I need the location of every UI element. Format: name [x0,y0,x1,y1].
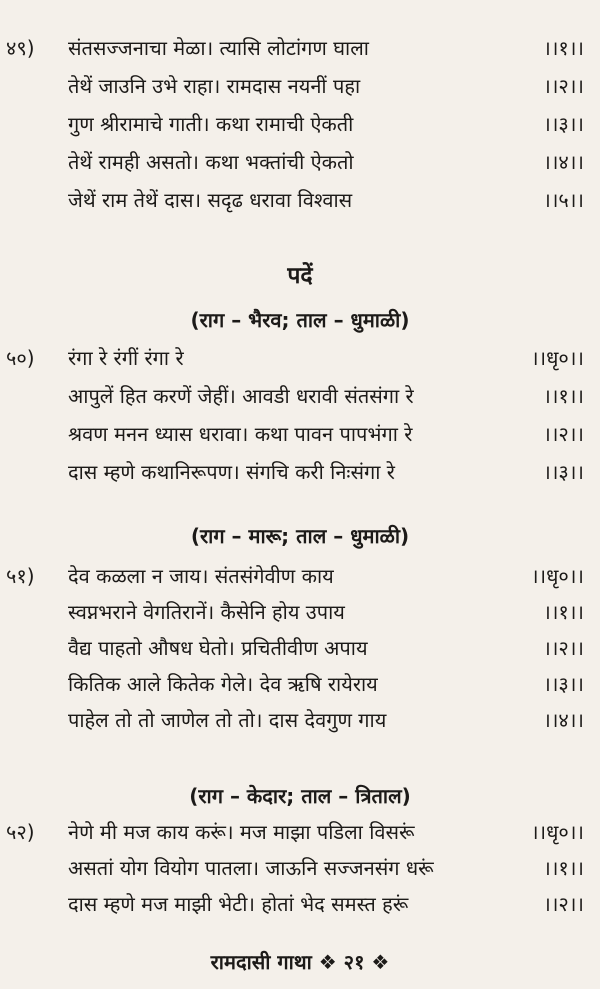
verse-ref: ।।१।। [543,856,584,880]
verse-text: संतसज्जनाचा मेळा। त्यासि लोटांगण घाला [68,36,369,60]
raga-label: (राग – भैरव; ताल – धुमाळी) [190,308,410,332]
verse-text: दास म्हणे कथानिरूपण। संगचि करी निःसंगा रे [68,460,395,484]
raga-label: (राग – मारू; ताल – धुमाळी) [190,524,410,548]
verse-line [0,106,600,142]
verse-ref: ।।५।। [543,188,584,212]
verse-text: कितिक आले कितेक गेले। देव ऋषि रायेराय [68,672,378,696]
verse-line [0,886,600,922]
verse-ref: ।।२।। [543,892,584,916]
verse-line [0,702,600,738]
verse-text: पाहेल तो तो जाणेल तो तो। दास देवगुण गाय [68,708,387,732]
verse-ref: ।।३।। [543,112,584,136]
verse-number: ४९) [6,36,35,60]
verse-ref: ।।४।। [543,708,584,732]
verse-line [0,630,600,666]
verse-text: श्रवण मनन ध्यास धरावा। कथा पावन पापभंगा रे [68,422,413,446]
verse-ref: ।।३।। [543,672,584,696]
verse-ref: ।।धृ०।। [530,820,584,844]
verse-text: रंगा रे रंगीं रंगा रे [68,346,184,370]
verse-line [0,814,600,850]
verse-text: वैद्य पाहतो औषध घेतो। प्रचितीवीण अपाय [68,636,368,660]
verse-line [0,30,600,66]
verse-line [0,68,600,104]
verse-line [0,850,600,886]
verse-ref: ।।२।। [543,636,584,660]
verse-line [0,666,600,702]
verse-line [0,378,600,414]
verse-number: ५२) [6,820,35,844]
verse-text: देव कळला न जाय। संतसंगेवीण काय [68,564,334,588]
verse-text: दास म्हणे मज माझी भेटी। होतां भेद समस्त हरूं [68,892,409,916]
verse-ref: ।।३।। [543,460,584,484]
verse-text: जेथें राम तेथें दास। सदृढ धरावा विश्वास [68,188,353,212]
verse-line [0,454,600,490]
verse-ref: ।।१।। [543,36,584,60]
verse-text: आपुलें हित करणें जेहीं। आवडी धरावी संतसंगा रे [68,384,414,408]
verse-text: गुण श्रीरामाचे गाती। कथा रामाची ऐकती [68,112,354,136]
verse-line [0,182,600,218]
verse-line [0,340,600,376]
verse-text: तेथें जाउनि उभे राहा। रामदास नयनीं पहा [68,74,361,98]
verse-ref: ।।२।। [543,422,584,446]
verse-ref: ।।१।। [543,384,584,408]
verse-line [0,144,600,180]
verse-line [0,594,600,630]
verse-text: तेथें रामही असतो। कथा भक्तांची ऐकतो [68,150,354,174]
verse-text: नेणे मी मज काय करूं। मज माझा पडिला विसरूं [68,820,415,844]
verse-ref: ।।२।। [543,74,584,98]
verse-ref: ।।धृ०।। [530,346,584,370]
verse-line [0,558,600,594]
verse-ref: ।।४।। [543,150,584,174]
verse-text: स्वप्नभराने वेगतिरानें। कैसेनि होय उपाय [68,600,345,624]
verse-ref: ।।१।। [543,600,584,624]
verse-number: ५१) [6,564,35,588]
page-footer: रामदासी गाथा ❖ २१ ❖ [210,950,390,974]
verse-ref: ।।धृ०।। [530,564,584,588]
verse-number: ५०) [6,346,35,370]
verse-line [0,416,600,452]
verse-text: असतां योग वियोग पातला। जाऊनि सज्जनसंग धरूं [68,856,434,880]
raga-label: (राग – केदार; ताल – त्रिताल) [189,784,411,808]
section-heading: पदें [287,263,313,289]
